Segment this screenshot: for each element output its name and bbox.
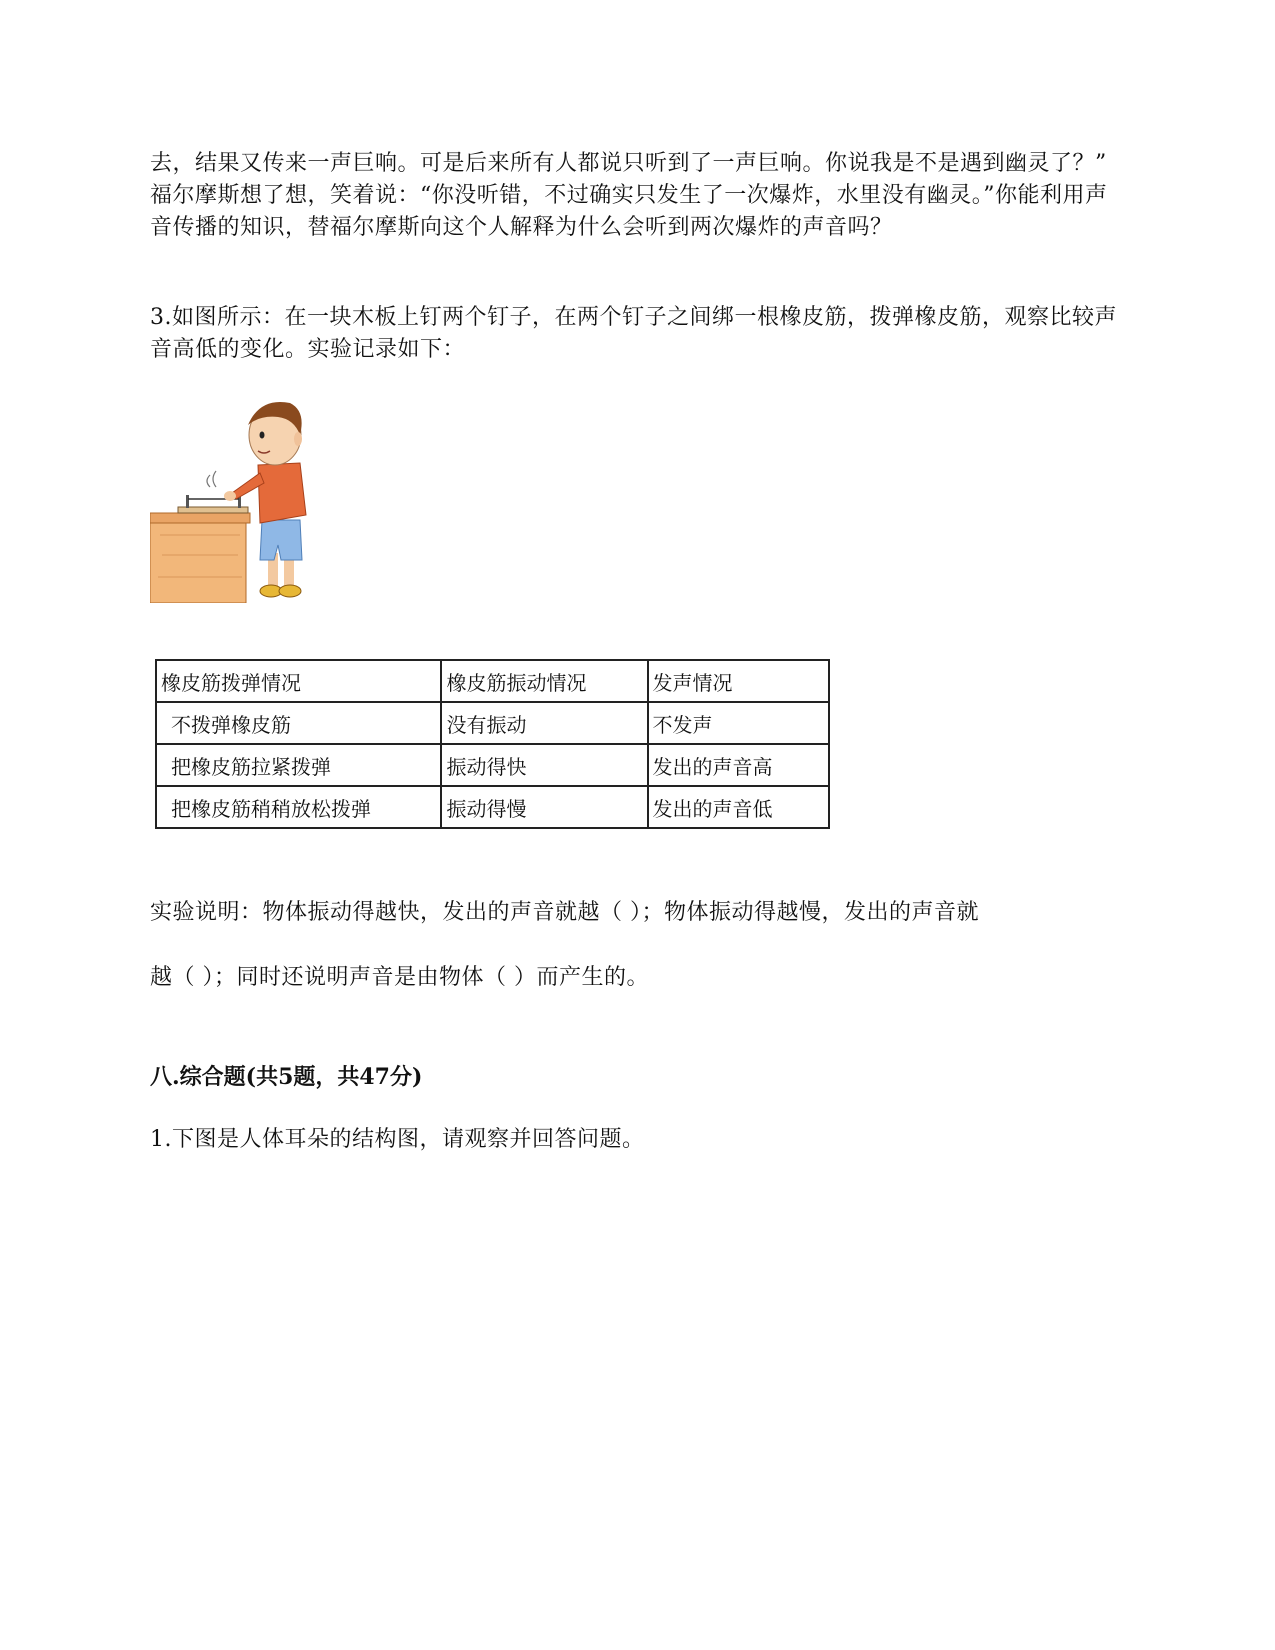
table-cell: 发出的声音高 (648, 744, 829, 786)
table-cell: 振动得快 (441, 744, 647, 786)
experiment-explanation-line-1: 实验说明：物体振动得越快，发出的声音就越（ ）；物体振动得越慢，发出的声音就 (150, 900, 979, 925)
boy-plucking-rubber-band-illustration (150, 395, 310, 603)
table-cell: 振动得慢 (441, 786, 647, 828)
table-row (156, 786, 829, 828)
table-row (156, 702, 829, 744)
table-header-cell: 橡皮筋拨弹情况 (156, 660, 441, 702)
table-cell: 没有振动 (441, 702, 647, 744)
table-row (156, 744, 829, 786)
table-cell: 把橡皮筋稍稍放松拨弹 (156, 786, 441, 828)
continued-paragraph: 去，结果又传来一声巨响。可是后来所有人都说只听到了一声巨响。你说我是不是遇到幽灵了？” 福尔摩斯想了想，笑着说：“你没听错，不过确实只发生了一次爆炸，水里没有幽灵。”你能利用声音传播的知识，替福尔摩斯向这个人解释为什么会听到两次爆炸的声音吗？ (150, 151, 1108, 240)
table-cell: 发出的声音低 (648, 786, 829, 828)
table-header-row (156, 660, 829, 702)
question-3-intro: 3.如图所示：在一块木板上钉两个钉子，在两个钉子之间绑一根橡皮筋，拨弹橡皮筋，观察比较声音高低的变化。实验记录如下： (150, 305, 1117, 362)
table-cell: 不发声 (648, 702, 829, 744)
section-8-heading: 八.综合题(共5题，共47分) (150, 1064, 423, 1090)
experiment-explanation-line-2: 越（ ）；同时还说明声音是由物体（ ）而产生的。 (150, 965, 649, 990)
experiment-record-table (155, 659, 830, 829)
table-cell: 把橡皮筋拉紧拨弹 (156, 744, 441, 786)
section-8-question-1: 1.下图是人体耳朵的结构图，请观察并回答问题。 (150, 1127, 645, 1152)
table-header-cell: 橡皮筋振动情况 (441, 660, 647, 702)
table-header-cell: 发声情况 (648, 660, 829, 702)
table-cell: 不拨弹橡皮筋 (156, 702, 441, 744)
